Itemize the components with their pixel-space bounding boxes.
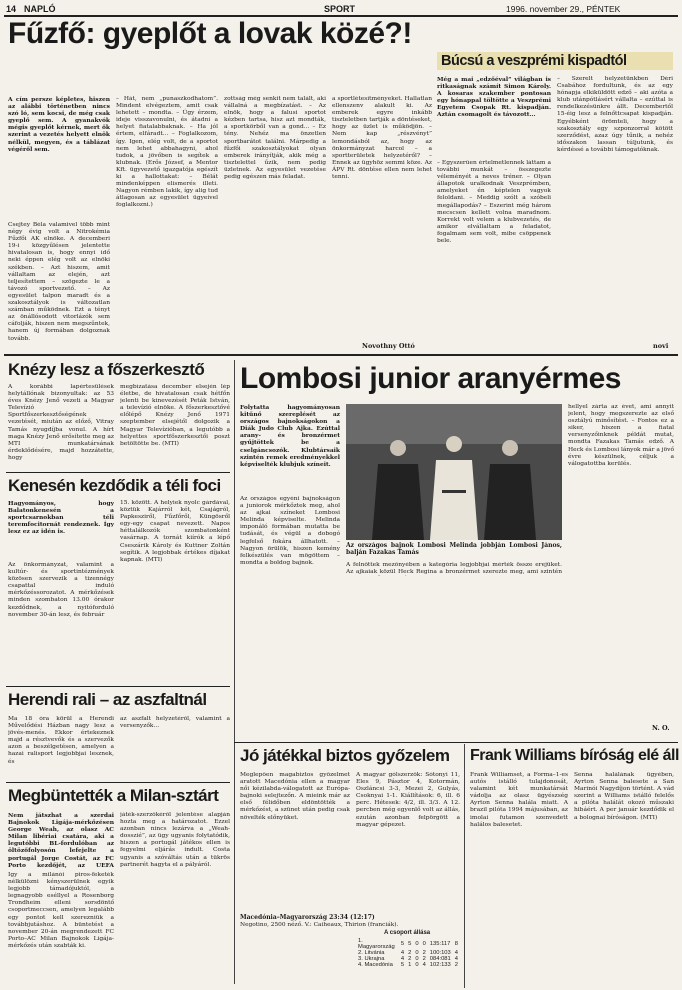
standings-cell-d: 0 (415, 941, 419, 947)
page-number: 14 (6, 4, 17, 14)
standings-cell-w: 2 (408, 956, 412, 962)
standings-cell-d: 0 (415, 962, 419, 968)
bottom-rule (234, 742, 678, 743)
milan-col2: játék-szerzőkéről jelentése alapján hozta meg a határozatot. Ezzel azonban nincs lezárva a „Weah-dosszié”, az ügy ugyanis folytatódik, hiszen a portugál játékos ellen is fegyelmi eljárás indult. Costa ugyanis a szóváltás után a tükrös partnerét hagyta el a pályáról. (120, 812, 230, 868)
williams-col1: Frank Williamset, a Forma–1-es autós istálló tulajdonosát, valamint két munkatársát vádolja az olasz ügyészség Ayrton Senna halála miatt. A brazil pilóta 1994 májusában, az imolai futamon szenvedett halálos balesetet. (470, 772, 568, 828)
standings-cell-pts: 4 (454, 956, 458, 962)
bucsu-col1: – Egyszerűen értelmetlennek láttam a további munkát – összegezte véleményét a neves tréner. – Olyan állapotok uralkodnak Veszprémben, amelyeket én képtelen vagyok feloldani. – Meddig szólt a szóbeli megállapodás? – Eszerint még három mecscsen kellett volna maradnom. Korrekt volt velem a klubvezetés, de amikor elvállaltam a feladatot, fogalmam sem volt, mibe csöppenek bele. (437, 160, 551, 245)
column-divider (234, 360, 235, 984)
bucsu-byline: novi (653, 342, 669, 350)
standings-cell-goals: 100:103 (429, 950, 451, 956)
lombosi-col1: Az országos egyéni bajnokságon a juniorok mérkőztek meg, ahol az ajkai színeket Lombosi Melinda képviselte. Melinda imponáló formában mutatta be tudását, és végül a dobogó legfelső fokára állhatott. – Nagyon örülök, hiszen kemény felkészülés van mögöttem – mondta a boldog bajnok. (240, 496, 340, 566)
lombosi-photo (346, 404, 562, 540)
kenesen-headline: Kenesén kezdődik a téli foci (8, 476, 221, 495)
standings-cell-w: 2 (408, 950, 412, 956)
issue-date: 1996. november 29., PÉNTEK (506, 4, 621, 14)
standings-title: A csoport állása (384, 930, 431, 936)
section-rule (4, 354, 678, 356)
standings-cell-p: 5 (400, 941, 405, 947)
handball-match-info: Negotino, 2500 néző. V.: Caiheaux, Thirion (franciák). (240, 922, 399, 928)
kenesen-col2: 15. között. A helyiek nyolc gárdával, köztük Kajárról két, Csajágról, Papkesziről, Fűzfőről, Küngösről egy-egy csapat nevezett. Napos héttalálkozók szombatonként vasárnap. A tornát kiírók a lépő Cseszárik Károly és Kuttner Zoltán segítik. A legjobbak értékes díjakat kapnak. (MTI) (120, 500, 230, 563)
lombosi-col3: hellyel zárta az évet, ami annyit jelent, hogy megszerezte az első osztályú minősítést. – Fontos ez a siker, hiszen a fiatal versenyzőinknek példát mutat, mondta Fazakas Tamás edző. A Heck és Lombosi lányok már a jövő évre készülnek, céljuk a válogatottba kerülés. (568, 404, 674, 467)
standings-cell-l: 4 (422, 962, 426, 968)
knezy-rule (6, 472, 230, 473)
standings-cell-pos: 3. Ukrajna (358, 956, 385, 962)
standings-cell-pos: 2. Litvánia (358, 950, 385, 956)
kenesen-lead: Hagyományos, hogy Balatonkenesén a sportcsarnokban téli teremfocitornát rendeznek. Így lesz ez az idén is. (8, 500, 114, 536)
bucsu-headline-box (437, 52, 673, 70)
standings-row (356, 938, 460, 950)
herendi-rule (6, 782, 230, 783)
fuzfo-lead: A cím persze képletes, hiszen az alábbi történetben nincs szó ló, sem kocsi, de még csak gyeplő sem. A gyanakvók mégis gyeplőt kérnek, mert ők szerint a vezetés helyett elnök nélkül, megyen, és a táblázat végéről sem. (8, 96, 110, 153)
fuzfo-col1: Csejtey Béla valamivel több mint négy évig volt a Nitrokémia Fűzfői AK elnöke. A decemberi 19-i közgyűlésen jelentette hivatalosan is, hogy ennyi idő neki éppen elég volt az elnöki székben. – Azt hiszem, amit vállaltam az elején, azt teljesítettem – szögezte le a távozó sportvezető. – Az egyesület talpon maradt és a szakosztályok is változatlan számban működnek. Ezt a tényt az önállósodott vitorlázók sem cáfolják, hiszen nem megszűntek, hanem új formában dolgoznak tovább. (8, 222, 110, 342)
lombosi-photo-caption: Az országos bajnok Lombosi Melinda jobbján Lombosi János, balján Fazakas Tamás (346, 542, 562, 556)
standings-cell-pos: 4. Macedónia (358, 962, 393, 968)
bucsu-col2: – Szerelt helyzetünkben Déri Csabához fordultunk, és az egy hónapja elkiküldött edző – aki azóta a klub utánpótlásért vállalta – ezúttal is rendelkezésünkre állt. Decembertől 15-éig lesz a felnőttcsapat kispadján. Egyébként örömteli, hogy a szakosztály egy szponzorral kötött szerződést, azaz úgy tűnik, a nehéz időszakon lassan túljutunk, és kérdéssé a további támogatóknak. (557, 76, 673, 153)
milan-headline: Megbüntették a Milan-sztárt (8, 786, 219, 805)
lombosi-byline: N. O. (652, 724, 670, 732)
standings-cell-goals: 084:081 (429, 956, 451, 962)
knezy-col1: A korábbi lapértesülések helytállónak bizonyultak: az 53 éves Knézy Jenő vezeti a Magyar Televízió Sportfőszerkesztőségének vezetését, miután az előző, Vitray Tamás nyugdíjba vonul. A hírt maga Knézy Jenő erősítette meg az MTI munkatársának érdeklődésére, majd hozzátette, hogy (8, 384, 114, 461)
handball-col1: Meglepően magabiztos győzelmet aratott Macedónia ellen a magyar női kézilabda-válogatott az Európa-bajnoki selejtezőn. A mieink már az első félidőben eldöntötték a mérkőzést, a szünet után pedig csak növelték előnyüket. (240, 772, 350, 821)
williams-divider (464, 744, 465, 988)
standings-cell-d: 0 (415, 950, 419, 956)
kenesen-col1: Az önkormányzat, valamint a kultúr- és sportintézmények közösen szervezik a tizennégy csapattal induló mérkőzéssorozatot. A mérkőzések minden szombaton 13.00 órakor kezdődnek, a nyitóforduló november 30-án lesz, és február (8, 562, 114, 618)
milan-lead: Nem játszhat a szerdai Bajnokok Ligája-mérkőzésen George Weah, az olasz AC Milan libériai csatára, aki a legutóbbi BL-fordulóban az öltözőfolyosón lefejelte a portugál Jorge Costát, az FC Porto kezdőjét, az UEFA (8, 812, 114, 868)
lombosi-headline: Lombosi junior aranyérmes (240, 362, 621, 395)
standings-cell-w: 1 (408, 962, 412, 968)
standings-table (356, 938, 460, 968)
herendi-col2: az aszfalt helyzetéről, valamint a versenyzők... (120, 716, 230, 730)
bucsu-headline: Búcsú a veszprémi kispadtól (441, 53, 627, 69)
herendi-col1: Ma 18 óra körül a Herendi Művelődési Házban nagy lesz a jövés-menés. Ekkor értekeznek majd a résztvevők és a szervezők azon a beszélgetésen, amelyen a hazai ralisport legjobbjai lesznek, és (8, 716, 114, 765)
lombosi-col2: A felnőttek mezőnyében a kategória legjobbjai mérték össze erejüket. Az ajkaiak közül Heck Regina a bronzérmet szerezte meg, ami szintén (346, 562, 562, 576)
williams-col2: Senna halálának ügyében, Ayrton Senna balesete a San Marinói Nagydíjon történt. A vád szerint a Williams istálló felelős a pilóta halálát okozó műszaki hibáért. A per január kezdődik el a bolognai bíróságon. (MTI) (574, 772, 674, 821)
fuzfo-col3: zottság még senkit nem talált, aki vállalná a megbízatást. – Az elnök, hogy a falusi sportot kézben tartsa, hisz azt mondták, a sportkörből van a gond... – Ez tény. Nehéz ma önzetlen sportbarátot találni. Márpedig a fűzfői szakosztályokat olyan emberek irányítják, akik még a tisztelettel űzik, nem pedig üzletnek. Az egyesület vezetése pedig egészen más feladat. (224, 96, 326, 181)
standings-cell-p: 4 (400, 950, 405, 956)
standings-cell-goals: 102:133 (429, 962, 451, 968)
judo-athletes-image (346, 404, 562, 540)
fuzfo-headline: Fűzfő: gyeplőt a lovak közé?! (8, 17, 412, 50)
handball-headline: Jó játékkal biztos győzelem (240, 746, 450, 765)
williams-headline: Frank Williams bíróság elé áll (470, 747, 679, 764)
section-name: SPORT (324, 4, 356, 14)
standings-cell-l: 0 (422, 941, 426, 947)
fuzfo-byline: Novothny Ottó (362, 342, 415, 350)
standings-cell-pts: 8 (454, 941, 458, 947)
lombosi-lead: Folytatta hagyományosan kitűnő szereplését az országos bajnokságokon a Diák Judo Club Ajka. Ezúttal arany- és bronzérmet gyűjtöttek be a cselgáncsozók. Klubtársaik szintén remek eredményekkel képviselték klubjuk színeit. (240, 404, 340, 468)
standings-cell-p: 4 (400, 956, 405, 962)
handball-col2: A magyar gólszerzők: Sótonyi 11, Eles 9, Pásztor 4, Kotormán, Oszláncsi 3-3, Mezei 2, Gulyás, Csoknyai 1-1. Kiállítások: 6, ill. 6 perc. Hétesek: 4/2, ill. 3/3. A 12. percben még egyenlő volt az állás, ezután azonban felpörgött a magyar gépezet. (356, 772, 460, 828)
standings-cell-p: 5 (400, 962, 405, 968)
standings-cell-pts: 4 (454, 950, 458, 956)
fuzfo-col4: a sportlétesítményeket. Hallatlan ellenszenv alakult ki. Az emberek egyre inkább tiszteletben tartják a döntéseket, hogy az üzlet is működjön. – Nem kap „részvényt” lemondásból az, hogy az önkormányzat harcol – a sportterületek helyzetéről? – Ennek az ügyhöz semmi köze. Az ÁPV Rt. döntése ellen nem lehet tenni. (332, 96, 432, 181)
fuzfo-col2: – Hát, nem „punaszkodhatom”. Mindent elvégeztem, amit csak lehetett – mondta. – Úgy érzem, ideje visszavonulni, és átadni a helyet fiatalabbaknak. – Ha jól értem, elfáradt... – Foglalkozom, így. Igen, elég volt, de a sportot nem lehet abbahagyni, ahol tudok, a jövőben is segítek a klubnak. (Erős József, a Mentor Kft. ügyvezető igazgatója egészít ki a hallottakat: – Bélát mindenképpen elismerés illeti. Nagyon rémben lakik, így alig tud átlagosan az egyesület ügyeivel foglalkozni.) (116, 96, 218, 209)
standings-cell-w: 5 (408, 941, 412, 947)
standings-cell-l: 2 (422, 956, 426, 962)
knezy-headline: Knézy lesz a főszerkesztő (8, 360, 205, 379)
paper-name: NAPLÓ (24, 4, 56, 14)
standings-cell-pos: 1. Magyarország (358, 938, 395, 950)
bucsu-lead: Még a mai „edzőéval” világban is ritkaságnak számít Simon Károly. A kosaras szakember pontosan egy hónappal töltötte a Veszprémi Egyetem Csopak Rt. kispadján. Aztán csomagolt és távozott... (437, 76, 551, 119)
standings-row (356, 962, 460, 968)
knezy-col2: megbízatása december elsején lép életbe, de hivatalosan csak hétfőn jelenti be kinevezését Peták István, a televízió elnöke. A főszerkesztővé előlépő Knézy Jenő 1971 szeptember elsejétől dolgozik a Magyar Televízióban, a legutóbb a helyettes sportfőszerkesztői poszt betöltötte be. (MTI) (120, 384, 230, 447)
herendi-headline: Herendi rali – az aszfaltnál (8, 690, 207, 709)
standings-cell-goals: 135:117 (429, 941, 451, 947)
handball-match: Macedónia–Magyarország 23:34 (12:17) (240, 914, 375, 921)
standings-cell-d: 0 (415, 956, 419, 962)
standings-cell-l: 2 (422, 950, 426, 956)
milan-col1: Így a milánói piros-feketék nélkülözni kényszerülnek egyik legjobb támadójuktól, a legnagyobb eséllyel a Rosenborg Trondheim elleni sorsdöntő csoportmeccsen, amelyen legalább egy pontot kell szerezniük a továbbjutáshoz. A büntetést a november 20-án megrendezett FC Porto–AC Milan Bajnokok Ligája-mérkőzés után szabták ki. (8, 872, 114, 949)
standings-cell-pts: 2 (454, 962, 458, 968)
kenesen-rule (6, 686, 230, 687)
